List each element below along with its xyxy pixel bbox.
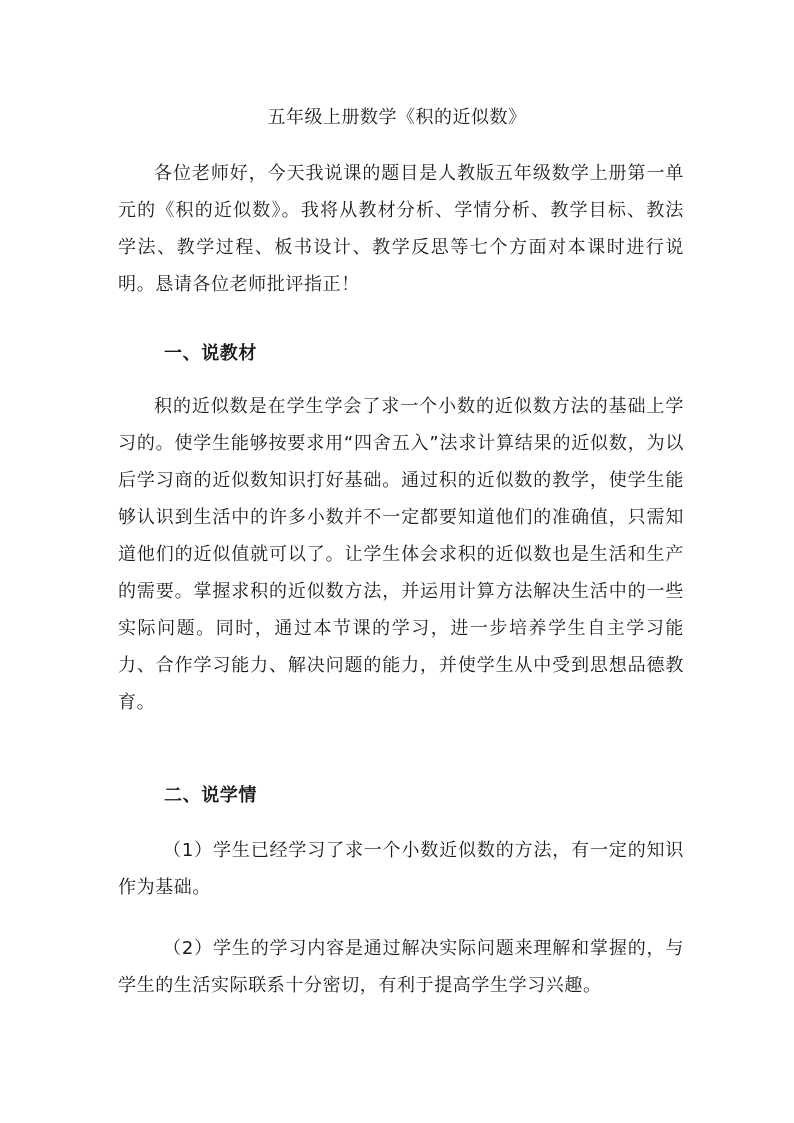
students-paragraph-2: （2）学生的学习内容是通过解决实际问题来理解和掌握的，与学生的生活实际联系十分密切，有利于提高学生学习兴趣。 xyxy=(118,938,684,996)
textbook-paragraph: 积的近似数是在学生学会了求一个小数的近似数方法的基础上学习的。使学生能够按要求用“四舍五入”法求计算结果的近似数，为以后学习商的近似数知识打好基础。通过积的近似数的教学，使学生能够认识到生活中的许多小数并不一定都要知道他们的准确值，只需知道他们的近似值就可以了。让学生体会求积的近似数也是生活和生产的需要。掌握求积的近似数方法，并运用计算方法解决生活中的一些实际问题。同时，通过本节课的学习，进一步培养学生自主学习能力、合作学习能力、解决问题的能力，并使学生从中受到思想品德教育。 xyxy=(118,396,684,713)
intro-paragraph: 各位老师好，今天我说课的题目是人教版五年级数学上册第一单元的《积的近似数》。我将从教材分析、学情分析、教学目标、教法学法、教学过程、板书设计、教学反思等七个方面对本课时进行说明。恳请各位老师批评指正！ xyxy=(118,163,684,295)
section-heading-students: 二、说学情 xyxy=(164,785,257,806)
students-paragraph-1: （1）学生已经学习了求一个小数近似数的方法，有一定的知识作为基础。 xyxy=(118,840,684,898)
document-title: 五年级上册数学《积的近似数》 xyxy=(267,107,527,128)
section-heading-textbook: 一、说教材 xyxy=(164,343,257,364)
